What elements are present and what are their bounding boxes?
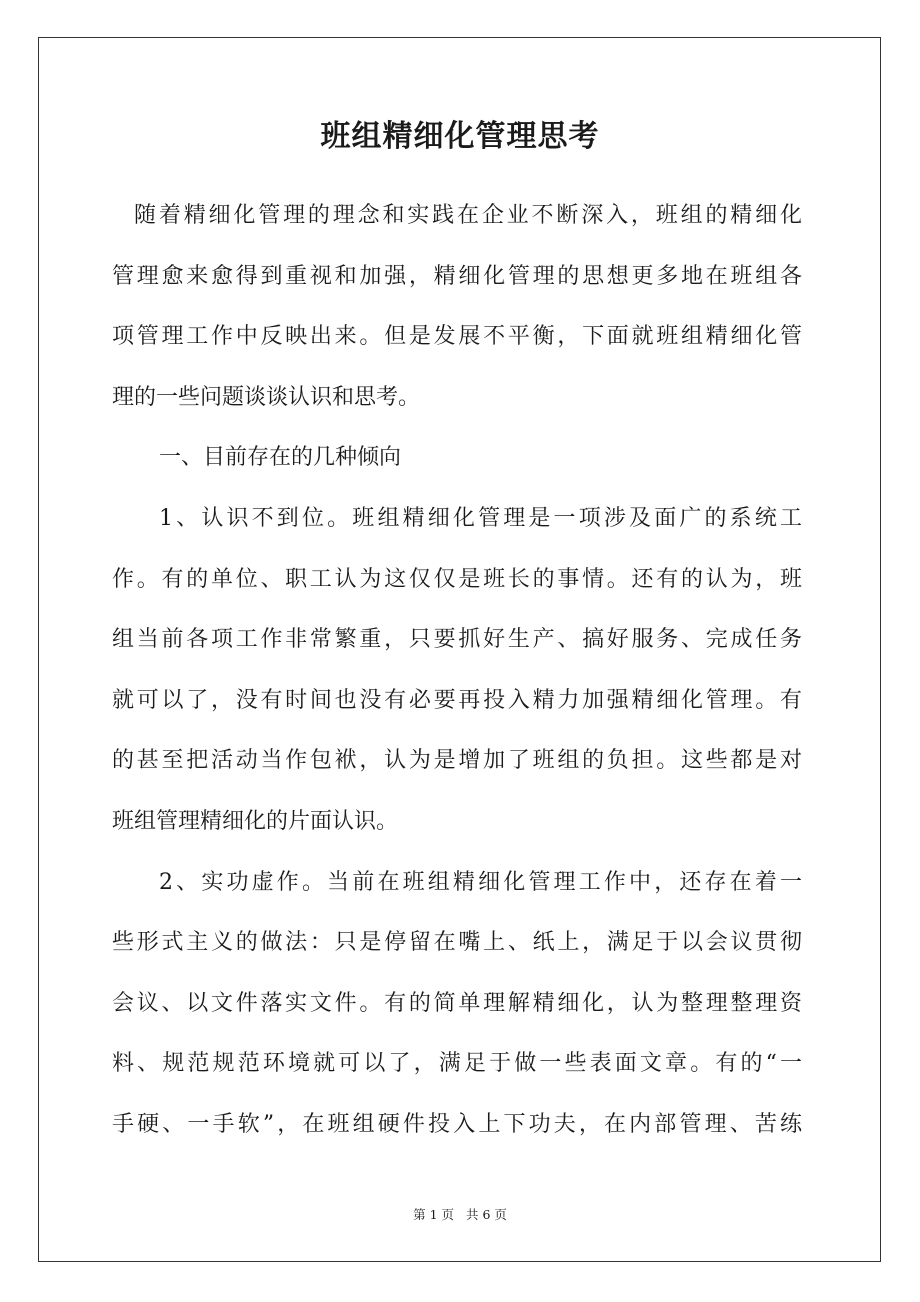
paragraph-line: 的甚至把活动当作包袱，认为是增加了班组的负担。这些都是对 (112, 748, 802, 774)
paragraph-line: 1、认识不到位。班组精细化管理是一项涉及面广的系统工 (159, 505, 802, 531)
paragraph-line: 随着精细化管理的理念和实践在企业不断深入，班组的精细化 (134, 203, 802, 228)
document-body (112, 186, 802, 1156)
paragraph-line: 组当前各项工作非常繁重，只要抓好生产、搞好服务、完成任务 (112, 627, 802, 653)
document-title: 班组精细化管理思考 (320, 119, 600, 154)
section-heading: 一、目前存在的几种倾向 (159, 445, 402, 471)
paragraph-line: 2、实功虚作。当前在班组精细化管理工作中，还存在着一 (159, 869, 802, 895)
page-number: 第 1 页 (413, 1207, 454, 1222)
paragraph-line: 班组管理精细化的片面认识。 (112, 808, 399, 834)
paragraph-line: 手硬、一手软”，在班组硬件投入上下功夫，在内部管理、苦练 (112, 1111, 802, 1137)
total-pages: 共 6 页 (466, 1207, 507, 1222)
paragraph-line: 料、规范规范环境就可以了，满足于做一些表面文章。有的“一 (112, 1051, 802, 1077)
paragraph-line: 作。有的单位、职工认为这仅仅是班长的事情。还有的认为，班 (112, 566, 802, 592)
page-footer (0, 1207, 920, 1223)
paragraph-line: 些形式主义的做法：只是停留在嘴上、纸上，满足于以会议贯彻 (112, 930, 802, 956)
paragraph-line: 会议、以文件落实文件。有的简单理解精细化，认为整理整理资 (112, 990, 802, 1016)
paragraph-line: 管理愈来愈得到重视和加强，精细化管理的思想更多地在班组各 (112, 263, 802, 289)
paragraph-line: 理的一些问题谈谈认识和思考。 (112, 384, 421, 410)
paragraph-line: 项管理工作中反映出来。但是发展不平衡，下面就班组精细化管 (112, 324, 802, 350)
paragraph-line: 就可以了，没有时间也没有必要再投入精力加强精细化管理。有 (112, 687, 802, 713)
